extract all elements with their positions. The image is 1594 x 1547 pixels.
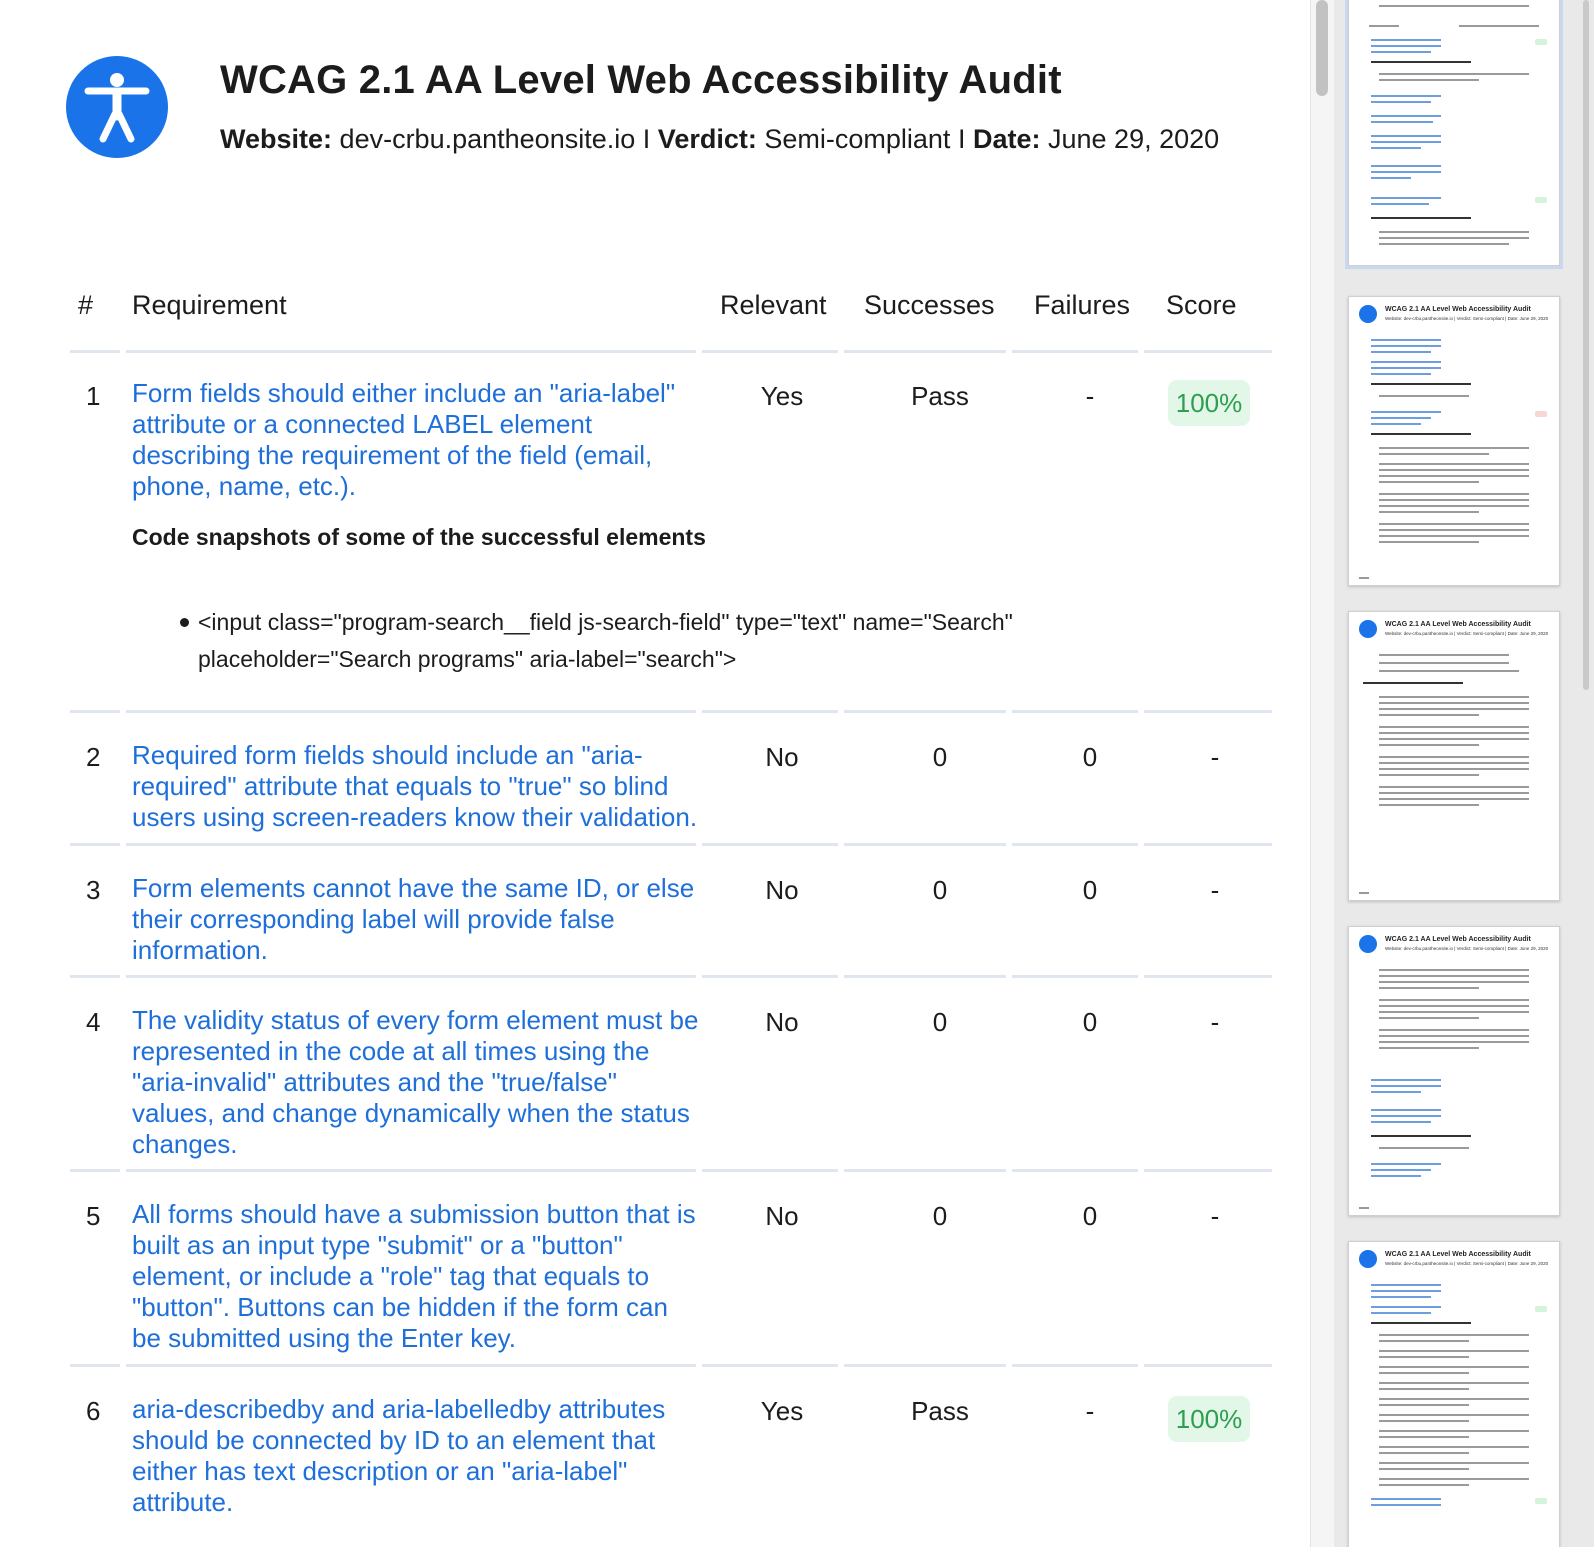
score-cell: - [1210,742,1220,772]
successes-cell: 0 [932,1201,948,1231]
accessibility-logo-icon [1359,935,1377,953]
page-thumbnail-2[interactable] [1348,296,1560,586]
report-meta [220,124,1219,155]
date-label: Date: [972,124,1041,154]
column-header-successes: Successes [864,290,995,320]
row-number: 2 [86,742,101,772]
thumbnail-meta: Website: dev-crbu.pantheonsite.io | Verdict: Semi-compliant | Date: June 29, 2020 [1385,631,1549,636]
failures-cell: - [1085,1396,1095,1426]
page-thumbnail-3[interactable] [1348,611,1560,901]
thumbnail-meta: Website: dev-crbu.pantheonsite.io | Verdict: Semi-compliant | Date: June 29, 2020 [1385,946,1549,951]
score-cell: - [1210,1201,1220,1231]
column-header-relevant: Relevant [720,290,827,320]
thumbnail-meta: Website: dev-crbu.pantheonsite.io | Verdict: Semi-compliant | Date: June 29, 2020 [1385,316,1549,321]
score-cell: - [1210,875,1220,905]
thumbnail-title: WCAG 2.1 AA Level Web Accessibility Audit [1385,1251,1531,1258]
date-value: June 29, 2020 [1048,124,1220,154]
row-number: 5 [86,1201,101,1231]
thumbnail-meta: Website: dev-crbu.pantheonsite.io | Verdict: Semi-compliant | Date: June 29, 2020 [1385,1261,1549,1266]
document-scrollbar-thumb[interactable] [1316,0,1328,96]
row-number: 3 [86,875,101,905]
row-divider [70,710,1272,713]
thumbnail-title: WCAG 2.1 AA Level Web Accessibility Audit [1385,621,1531,628]
accessibility-logo-icon [1359,620,1377,638]
accessibility-logo-icon [1359,1250,1377,1268]
failures-cell: 0 [1082,742,1098,772]
column-header-score: Score [1166,290,1237,320]
column-header-requirement: Requirement [132,290,287,320]
verdict-value: Semi-compliant [764,124,951,154]
verdict-label: Verdict: [657,124,757,154]
snapshot-title: Code snapshots of some of the successful elements [132,524,706,550]
row-number: 4 [86,1007,101,1037]
row-number: 6 [86,1396,101,1426]
meta-separator: I [642,124,651,154]
bullet-icon [180,618,189,627]
meta-separator: I [957,124,966,154]
relevant-cell: No [765,1201,799,1231]
requirement-link[interactable]: Form elements cannot have the same ID, or else their corresponding label will provide false information. [132,873,695,965]
row-divider [70,350,1272,353]
relevant-cell: Yes [760,1396,804,1426]
failures-cell: - [1085,381,1095,411]
relevant-cell: No [765,1007,799,1037]
failures-cell: 0 [1082,1201,1098,1231]
thumbnail-title: WCAG 2.1 AA Level Web Accessibility Audit [1385,306,1531,313]
row-divider [70,843,1272,846]
successes-cell: 0 [932,1007,948,1037]
accessibility-logo-icon [66,56,168,158]
relevant-cell: No [765,742,799,772]
code-snapshot: <input class="program-search__field js-search-field" type="text" name="Search" placeholder="Search programs" aria-label="search"> [198,609,1013,672]
successes-cell: 0 [932,742,948,772]
page-thumbnail-4[interactable] [1348,926,1560,1216]
row-divider [70,975,1272,978]
successes-cell: Pass [911,381,969,411]
website-value: dev-crbu.pantheonsite.io [339,124,636,154]
failures-cell: 0 [1082,1007,1098,1037]
requirement-link[interactable]: All forms should have a submission button that is built as an input type "submit" or a "button" element, or include a "role" tag that equals to "button". Buttons can be hidden if the form can be submitted using the Enter key. [132,1199,696,1353]
relevant-cell: No [765,875,799,905]
requirement-link[interactable]: The validity status of every form element must be represented in the code at all times using the "aria-invalid" attributes and the "true/false" values, and change dynamically when the status changes. [132,1005,699,1159]
page-thumbnail-5[interactable] [1348,1241,1560,1547]
requirement-link[interactable]: Required form fields should include an "aria-required" attribute that equals to "true" so blind users using screen-readers know their validation. [132,740,698,832]
column-header-failures: Failures [1034,290,1131,320]
requirement-link[interactable]: Form fields should either include an "aria-label" attribute or a connected LABEL element describing the requirement of the field (email, phone, name, etc.). [132,378,676,501]
successes-cell: 0 [932,875,948,905]
document-scrollbar[interactable] [1310,0,1334,1547]
score-badge: 100% [1168,1396,1250,1442]
column-header-num: # [78,290,94,320]
row-number: 1 [86,381,101,411]
relevant-cell: Yes [760,381,804,411]
row-divider [70,1169,1272,1172]
thumbnail-title: WCAG 2.1 AA Level Web Accessibility Audit [1385,936,1531,943]
accessibility-logo-icon [1359,305,1377,323]
failures-cell: 0 [1082,875,1098,905]
score-cell: - [1210,1007,1220,1037]
thumbnails-scrollbar-thumb[interactable] [1583,0,1589,690]
requirement-link[interactable]: aria-describedby and aria-labelledby attributes should be connected by ID to an element that either has text description or an "aria-label" attribute. [132,1394,666,1517]
score-badge: 100% [1168,380,1250,426]
report-title: WCAG 2.1 AA Level Web Accessibility Audit [220,58,1062,102]
row-divider [70,1364,1272,1367]
successes-cell: Pass [911,1396,969,1426]
website-label: Website: [220,124,333,154]
page-thumbnail-1[interactable] [1348,0,1560,266]
